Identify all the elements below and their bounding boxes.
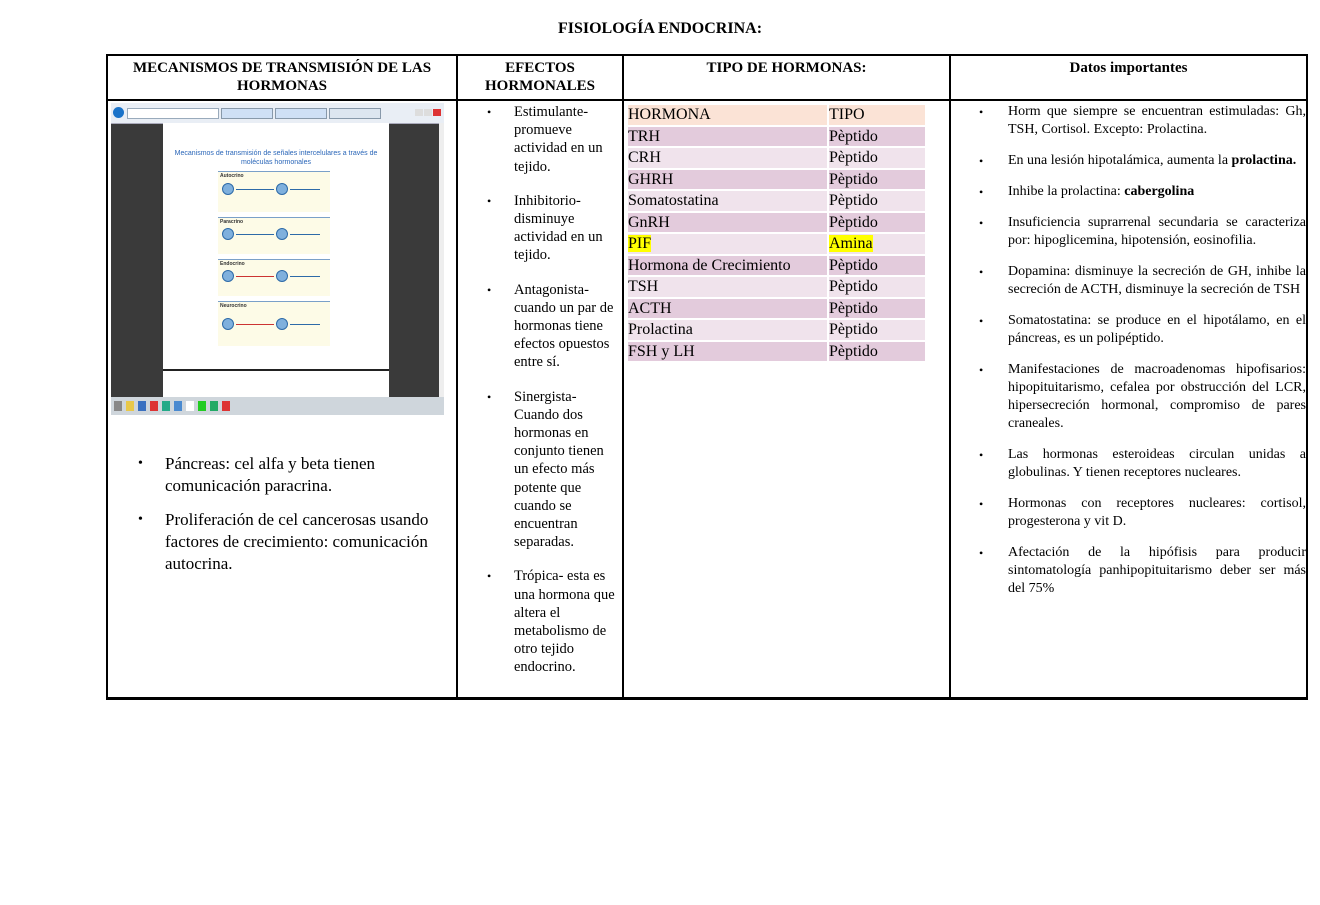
browser-tab (329, 108, 381, 119)
hormone-name: GHRH (628, 170, 827, 190)
bold-term: cabergolina (1124, 184, 1195, 199)
datos-list (951, 103, 1306, 598)
list-item: • Insuficiencia suprarrenal secundaria se caracteriza por: hipoglicemina, hipotensión, eosinofilia. (951, 214, 1306, 250)
scrollbar (439, 123, 444, 397)
hormone-table (626, 103, 927, 363)
list-item: • Proliferación de cel cancerosas usando factores de crecimiento: comunicación autocrina. (108, 509, 456, 575)
table-row (628, 342, 925, 362)
hormone-type: Pèptido (829, 213, 925, 233)
panel-endocrino (218, 259, 330, 296)
hormone-type: Pèptido (829, 191, 925, 211)
table-row (628, 320, 925, 340)
taskbar (111, 397, 444, 415)
hormone-type (829, 234, 925, 254)
table-row (628, 277, 925, 297)
hormone-name: TRH (628, 127, 827, 147)
hormone-type: Pèptido (829, 342, 925, 362)
header-efectos: EFECTOS HORMONALES (457, 55, 623, 100)
tipo-cell (623, 100, 950, 699)
mecanismos-cell (107, 100, 457, 699)
hormone-name: Hormona de Crecimiento (628, 256, 827, 276)
divider (163, 369, 389, 371)
bold-term: prolactina. (1231, 153, 1297, 168)
hormone-type-header: TIPO (829, 105, 925, 125)
list-item: • Hormonas con receptores nucleares: cortisol, progesterona y vit D. (951, 495, 1306, 531)
panel-label: Paracrino (220, 219, 244, 225)
efectos-cell (457, 100, 623, 699)
panel-paracrino (218, 217, 330, 254)
embedded-screenshot-image (111, 103, 444, 415)
window-controls (414, 103, 442, 111)
hormone-name-header: HORMONA (628, 105, 827, 125)
panel-label: Autocrino (220, 173, 244, 179)
list-item-text: Inhibe la prolactina: (1008, 184, 1125, 199)
arrow-icon (236, 276, 274, 277)
hormone-type: Pèptido (829, 127, 925, 147)
arrow-icon (290, 189, 320, 190)
arrow-icon (290, 234, 320, 235)
table-row (628, 213, 925, 233)
list-item: • Somatostatina: se produce en el hipotálamo, en el páncreas, es un polipéptido. (951, 312, 1306, 348)
hormone-table-header (628, 105, 925, 125)
list-item: • Estimulante- promueve actividad en un tejido. (458, 103, 622, 176)
table-row (628, 127, 925, 147)
document-page (163, 123, 389, 397)
list-item: • Sinergista- Cuando dos hormonas en conjunto tienen un efecto más potente que cuando se encuentran separadas. (458, 388, 622, 552)
hormone-name: ACTH (628, 299, 827, 319)
hormone-name: TSH (628, 277, 827, 297)
list-item: • Antagonista- cuando un par de hormonas tiene efectos opuestos entre sí. (458, 281, 622, 372)
panel-label: Endocrino (220, 261, 245, 267)
header-mecanismos: MECANISMOS DE TRANSMISIÓN DE LAS HORMONAS (107, 55, 457, 100)
mecanismos-notes-list (108, 453, 456, 575)
back-icon (113, 107, 124, 118)
panel-autocrino (218, 171, 330, 212)
hormone-type: Pèptido (829, 277, 925, 297)
table-row (628, 299, 925, 319)
hormone-name: Somatostatina (628, 191, 827, 211)
list-item: • Afectación de la hipófisis para producir sintomatología panhipopituitarismo deber ser más del 75% (951, 544, 1306, 598)
table-row (628, 234, 925, 254)
arrow-icon (236, 234, 274, 235)
cell-icon (276, 270, 288, 282)
hormone-type: Pèptido (829, 256, 925, 276)
browser-toolbar (111, 103, 444, 124)
browser-tab (275, 108, 327, 119)
figure-title: Mecanismos de transmisión de señales intercelulares a través de moléculas hormonales (174, 150, 378, 166)
hormone-name (628, 234, 827, 254)
list-item: • Manifestaciones de macroadenomas hipofisarios: hipopituitarismo, cefalea por obstrucción del LCR, hipersecreción hormonal, compromiso de pares craneales. (951, 361, 1306, 433)
page-title: FISIOLOGÍA ENDOCRINA: (557, 20, 763, 37)
cell-icon (222, 183, 234, 195)
table-row (628, 256, 925, 276)
cell-icon (276, 318, 288, 330)
arrow-icon (236, 324, 274, 325)
hormone-type: Pèptido (829, 320, 925, 340)
list-item: • Horm que siempre se encuentran estimuladas: Gh, TSH, Cortisol. Excepto: Prolactina. (951, 103, 1306, 139)
hormone-name: FSH y LH (628, 342, 827, 362)
hormone-type: Pèptido (829, 299, 925, 319)
list-item: • Dopamina: disminuye la secreción de GH, inhibe la secreción de ACTH, disminuye la secreción de TSH (951, 263, 1306, 299)
highlighted-text: Amina (829, 235, 873, 252)
table-row (628, 191, 925, 211)
list-item-text: En una lesión hipotalámica, aumenta la (1008, 153, 1232, 168)
browser-tab (221, 108, 273, 119)
list-item: • Inhibitorio- disminuye actividad en un tejido. (458, 192, 622, 265)
header-tipo: TIPO DE HORMONAS: (623, 55, 950, 100)
header-row (107, 55, 1307, 100)
hormone-name: CRH (628, 148, 827, 168)
efectos-list (458, 103, 622, 677)
panel-neurocrino (218, 301, 330, 346)
hormone-name: GnRH (628, 213, 827, 233)
body-row (107, 100, 1307, 699)
cell-icon (222, 318, 234, 330)
header-datos: Datos importantes (950, 55, 1307, 100)
panel-label: Neurocrino (220, 303, 247, 309)
address-bar (127, 108, 219, 119)
cell-icon (222, 270, 234, 282)
list-item (951, 183, 1306, 201)
cell-icon (276, 228, 288, 240)
hormone-name: Prolactina (628, 320, 827, 340)
cell-icon (222, 228, 234, 240)
list-item: • Trópica- esta es una hormona que altera el metabolismo de otro tejido endocrino. (458, 567, 622, 676)
hormone-type: Pèptido (829, 148, 925, 168)
main-table (106, 54, 1308, 700)
cell-icon (276, 183, 288, 195)
list-item: • Páncreas: cel alfa y beta tienen comunicación paracrina. (108, 453, 456, 497)
arrow-icon (236, 189, 274, 190)
table-row (628, 170, 925, 190)
list-item (951, 152, 1306, 170)
arrow-icon (290, 276, 320, 277)
hormone-type: Pèptido (829, 170, 925, 190)
arrow-icon (290, 324, 320, 325)
highlighted-text: PIF (628, 235, 652, 252)
datos-cell (950, 100, 1307, 699)
list-item: • Las hormonas esteroideas circulan unidas a globulinas. Y tienen receptores nucleares. (951, 446, 1306, 482)
table-row (628, 148, 925, 168)
